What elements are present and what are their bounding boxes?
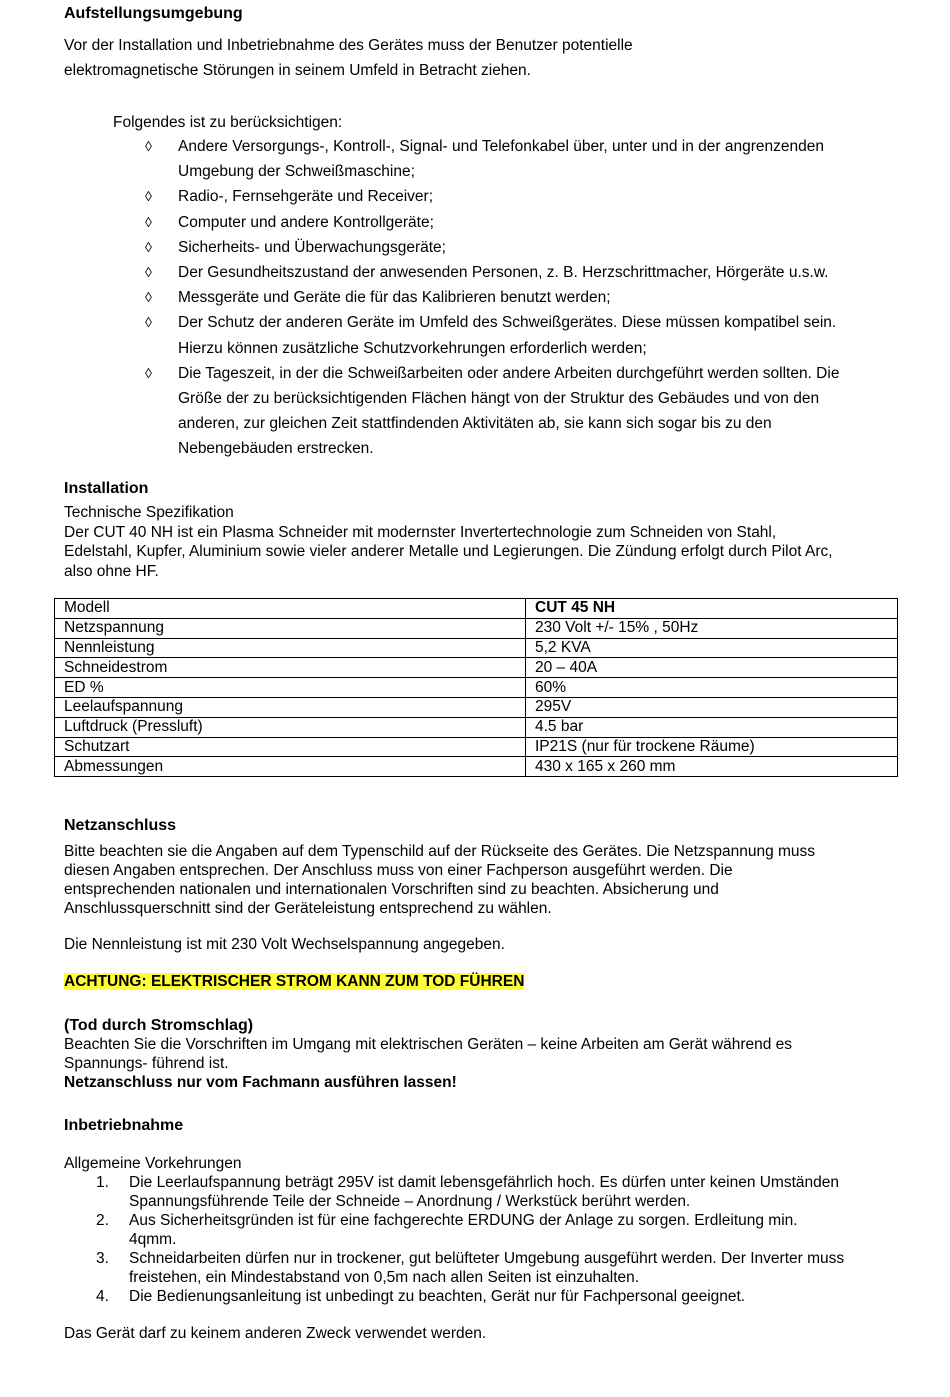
warning-text: ACHTUNG: ELEKTRISCHER STROM KANN ZUM TOD FÜHREN — [64, 973, 525, 990]
list-number: 3. — [96, 1250, 109, 1267]
spec-label: Modell — [55, 599, 526, 619]
spec-label: Schneidestrom — [55, 658, 526, 678]
list-item-text: Radio-, Fernsehgeräte und Receiver; — [178, 188, 434, 206]
table-row — [55, 599, 898, 619]
list-item-text: Die Tageszeit, in der die Schweißarbeiten oder andere Arbeiten durchgeführt werden sollten. Die — [178, 364, 840, 382]
list-intro: Folgendes ist zu berücksichtigen: — [113, 114, 343, 131]
heading-netzanschluss: Netzanschluss — [64, 817, 177, 834]
list-item-text: Nebengebäuden erstrecken. — [178, 440, 374, 458]
text-line: Bitte beachten sie die Angaben auf dem Typenschild auf der Rückseite des Gerätes. Die Netzspannung muss — [64, 843, 816, 860]
list-item — [145, 235, 890, 260]
warning-banner — [64, 972, 524, 991]
diamond-bullet-icon: ◊ — [145, 238, 152, 255]
text-line: Spannungs- führend ist. — [64, 1055, 229, 1072]
diamond-bullet-icon: ◊ — [145, 264, 152, 281]
text-line: diesen Angaben entsprechen. Der Anschluss muss von einer Fachperson ausgeführt werden. Die — [64, 862, 733, 879]
spec-label: ED % — [55, 678, 526, 698]
list-item — [64, 1249, 894, 1287]
spec-value: 5,2 KVA — [526, 638, 898, 658]
spec-label: Abmessungen — [55, 757, 526, 777]
list-number: 2. — [96, 1212, 109, 1229]
spec-label: Luftdruck (Pressluft) — [55, 717, 526, 737]
closing-note: Das Gerät darf zu keinem anderen Zweck verwendet werden. — [64, 1325, 487, 1342]
text-line: also ohne HF. — [64, 562, 159, 580]
list-item — [145, 310, 890, 360]
vorschriften-paragraph — [64, 1035, 792, 1092]
list-item-text: anderen, zur gleichen Zeit stattfindenden Aktivitäten ab, sie kann sich sogar bis zu den — [178, 415, 772, 433]
diamond-bullet-icon: ◊ — [145, 364, 152, 381]
list-item — [145, 361, 890, 462]
consideration-list — [145, 134, 890, 462]
list-item-text: Spannungsführende Teile der Schneide – Anordnung / Werkstück berührt werden. — [129, 1193, 691, 1210]
list-item — [145, 285, 890, 310]
intro-line: Vor der Installation und Inbetriebnahme des Gerätes muss der Benutzer potentielle — [64, 37, 633, 54]
netzanschluss-paragraph — [64, 842, 815, 918]
precaution-list — [64, 1173, 894, 1306]
diamond-bullet-icon: ◊ — [145, 213, 152, 230]
list-item — [145, 134, 890, 184]
list-number: 1. — [96, 1174, 109, 1191]
list-item-text: Computer und andere Kontrollgeräte; — [178, 213, 434, 231]
diamond-bullet-icon: ◊ — [145, 188, 152, 205]
table-row — [55, 717, 898, 737]
subheading-technische-spezifikation: Technische Spezifikation — [64, 504, 234, 521]
intro-line: elektromagnetische Störungen in seinem Umfeld in Betracht ziehen. — [64, 62, 531, 79]
table-row — [55, 757, 898, 777]
diamond-bullet-icon: ◊ — [145, 314, 152, 331]
diamond-bullet-icon: ◊ — [145, 138, 152, 154]
spec-value: 295V — [526, 697, 898, 717]
spec-value: 60% — [526, 678, 898, 698]
table-row — [55, 658, 898, 678]
spec-table — [54, 598, 898, 777]
text-line: Der CUT 40 NH ist ein Plasma Schneider mit modernster Invertertechnologie zum Schneiden von Stahl, — [64, 523, 777, 541]
list-item-text: Die Leerlaufspannung beträgt 295V ist damit lebensgefährlich hoch. Es dürfen unter keinen Umständen — [129, 1174, 840, 1191]
fachmann-warning: Netzanschluss nur vom Fachmann ausführen lassen! — [64, 1074, 457, 1091]
tod-heading: (Tod durch Stromschlag) — [64, 1017, 254, 1034]
list-item — [145, 184, 890, 209]
intro-paragraph — [64, 33, 633, 83]
text-line: Anschlussquerschnitt sind der Geräteleistung entsprechend zu wählen. — [64, 900, 552, 917]
list-item-text: freistehen, ein Mindestabstand von 0,5m nach allen Seiten ist einzuhalten. — [129, 1269, 640, 1286]
nennleistung-note: Die Nennleistung ist mit 230 Volt Wechselspannung angegeben. — [64, 936, 505, 953]
list-item — [64, 1287, 894, 1306]
list-item-text: Schneidarbeiten dürfen nur in trockener, gut belüfteter Umgebung ausgeführt werden. Der Inverter muss — [129, 1250, 845, 1267]
spec-label: Schutzart — [55, 737, 526, 757]
table-row — [55, 737, 898, 757]
diamond-bullet-icon: ◊ — [145, 289, 152, 306]
table-row — [55, 618, 898, 638]
list-item-text: Der Gesundheitszustand der anwesenden Personen, z. B. Herzschrittmacher, Hörgeräte u.s.w. — [178, 264, 829, 282]
table-row — [55, 638, 898, 658]
list-item — [145, 210, 890, 235]
text-line: Edelstahl, Kupfer, Aluminium sowie vieler anderer Metalle und Legierungen. Die Zündung erfolgt durch Pilot Arc, — [64, 543, 833, 560]
table-row — [55, 678, 898, 698]
list-item-text: Umgebung der Schweißmaschine; — [178, 163, 415, 181]
heading-aufstellungsumgebung: Aufstellungsumgebung — [64, 5, 243, 22]
spec-label: Nennleistung — [55, 638, 526, 658]
list-item — [64, 1173, 894, 1211]
heading-inbetriebnahme: Inbetriebnahme — [64, 1117, 184, 1134]
list-item-text: Die Bedienungsanleitung ist unbedingt zu beachten, Gerät nur für Fachpersonal geeignet. — [129, 1288, 746, 1305]
list-item-text: 4qmm. — [129, 1231, 177, 1248]
spec-value: 230 Volt +/- 15% , 50Hz — [526, 618, 898, 638]
heading-installation: Installation — [64, 480, 149, 497]
list-item — [145, 260, 890, 285]
list-item-text: Hierzu können zusätzliche Schutzvorkehrungen erforderlich werden; — [178, 339, 647, 357]
list-item — [64, 1211, 894, 1249]
spec-label: Leelaufspannung — [55, 697, 526, 717]
text-line: Beachten Sie die Vorschriften im Umgang mit elektrischen Geräten – keine Arbeiten am Gerät während es — [64, 1036, 793, 1053]
installation-text — [64, 503, 833, 581]
list-item-text: Sicherheits- und Überwachungsgeräte; — [178, 238, 446, 256]
subheading-allgemeine-vorkehrungen: Allgemeine Vorkehrungen — [64, 1155, 242, 1172]
spec-value: IP21S (nur für trockene Räume) — [526, 737, 898, 757]
table-row — [55, 697, 898, 717]
list-item-text: Messgeräte und Geräte die für das Kalibrieren benutzt werden; — [178, 289, 611, 307]
list-item-text: Der Schutz der anderen Geräte im Umfeld des Schweißgerätes. Diese müssen kompatibel sein. — [178, 314, 837, 332]
list-item-text: Aus Sicherheitsgründen ist für eine fachgerechte ERDUNG der Anlage zu sorgen. Erdleitung min. — [129, 1212, 798, 1229]
spec-value: CUT 45 NH — [526, 599, 898, 619]
text-line: entsprechenden nationalen und internationalen Vorschriften sind zu beachten. Absicherung und — [64, 881, 719, 898]
spec-label: Netzspannung — [55, 618, 526, 638]
list-item-text: Größe der zu berücksichtigenden Flächen hängt von der Struktur des Gebäudes und von den — [178, 390, 820, 408]
spec-value: 430 x 165 x 260 mm — [526, 757, 898, 777]
spec-value: 20 – 40A — [526, 658, 898, 678]
spec-value: 4.5 bar — [526, 717, 898, 737]
list-number: 4. — [96, 1288, 109, 1305]
list-item-text: Andere Versorgungs-, Kontroll-, Signal- und Telefonkabel über, unter und in der angrenzenden — [178, 138, 824, 155]
